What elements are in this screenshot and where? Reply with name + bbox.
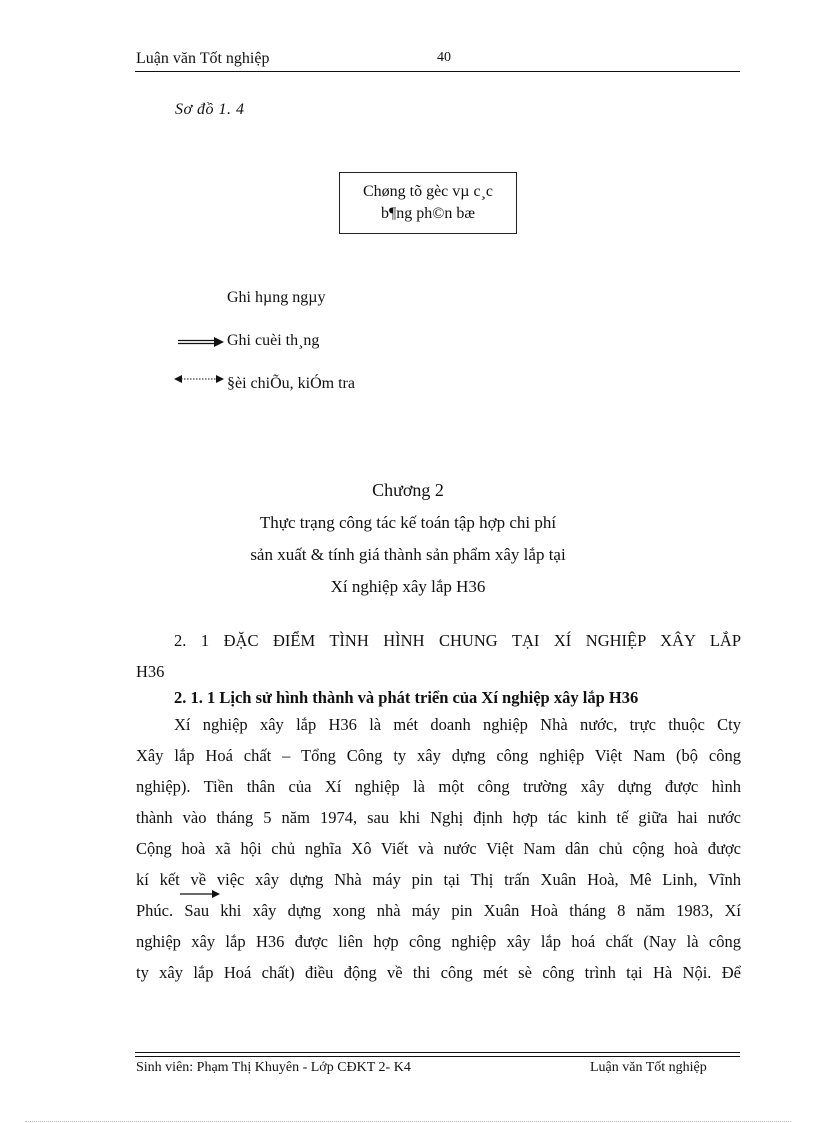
- body-line: Cộng hoà xã hội chủ nghĩa Xô Viết và nước Việt Nam dân chủ cộng hoà được: [136, 839, 741, 858]
- subsection-heading: 2. 1. 1 Lịch sử hình thành và phát triển của Xí nghiệp xây lắp H36: [174, 688, 639, 707]
- body-paragraph: [136, 715, 741, 1035]
- footer-divider: [135, 1052, 740, 1053]
- chapter-number: Chương 2: [372, 480, 444, 500]
- footer-title: Luận văn Tốt nghiệp: [590, 1060, 707, 1075]
- body-line: kí kết về việc xây dựng Nhà máy pin tại Thị trấn Xuân Hoà, Mê Linh, Vĩnh: [136, 870, 741, 889]
- section-heading: 2. 1 ĐẶC ĐIỂM TÌNH HÌNH CHUNG TẠI XÍ NGHIỆP XÂY LẮP: [174, 631, 741, 650]
- legend-check: §èi chiÕu, kiÓm tra: [227, 375, 355, 392]
- body-line: ty xây lắp Hoá chất) điều động về thi công mét sè công trình tại Hà Nội. Để: [136, 963, 741, 982]
- body-line: thành vào tháng 5 năm 1974, sau khi Nghị định hợp tác kinh tế giữa hai nước: [136, 808, 741, 827]
- page-bottom-border: [25, 1121, 791, 1122]
- page-number: 40: [437, 50, 451, 65]
- diagram-label: Sơ đồ 1. 4: [175, 101, 245, 118]
- double-arrow-dotted-icon: [174, 373, 224, 385]
- body-line: nghiệp). Tiền thân của Xí nghiệp là một công trường xây dựng được hình: [136, 777, 741, 796]
- diagram-box-line1: Chøng tõ gèc vµ c¸c: [362, 183, 494, 200]
- stray-arrow-icon: [180, 889, 220, 899]
- footer-divider: [135, 1056, 740, 1057]
- diagram-box: [339, 172, 517, 234]
- body-line: Phúc. Sau khi xây dựng xong nhà máy pin Xuân Hoà tháng 8 năm 1983, Xí: [136, 901, 741, 920]
- section-heading-cont: H36: [136, 662, 165, 681]
- body-line: nghiệp xây lắp H36 được liên hợp công nghiệp xây lắp hoá chất (Nay là công: [136, 932, 741, 951]
- body-line: Xây lắp Hoá chất – Tổng Công ty xây dựng công nghiệp Việt Nam (bộ công: [136, 746, 741, 765]
- solid-arrow-icon: [178, 336, 224, 348]
- chapter-title-line: sản xuất & tính giá thành sản phẩm xây lắp tại: [250, 545, 566, 564]
- legend-month-end: Ghi cuèi th¸ng: [227, 332, 320, 349]
- diagram-box-line2: b¶ng ph©n bæ: [380, 205, 476, 222]
- chapter-title-line: Thực trạng công tác kế toán tập hợp chi phí: [259, 513, 557, 532]
- header-divider: [135, 71, 740, 72]
- legend-daily: Ghi hµng ngµy: [227, 289, 326, 306]
- chapter-title-line: Xí nghiệp xây lắp H36: [330, 577, 486, 596]
- footer-student: Sinh viên: Phạm Thị Khuyên - Lớp CĐKT 2- K4: [136, 1060, 411, 1075]
- body-line: Xí nghiệp xây lắp H36 là mét doanh nghiệp Nhà nước, trực thuộc Cty: [174, 715, 741, 734]
- header-title: Luận văn Tốt nghiệp: [136, 50, 270, 67]
